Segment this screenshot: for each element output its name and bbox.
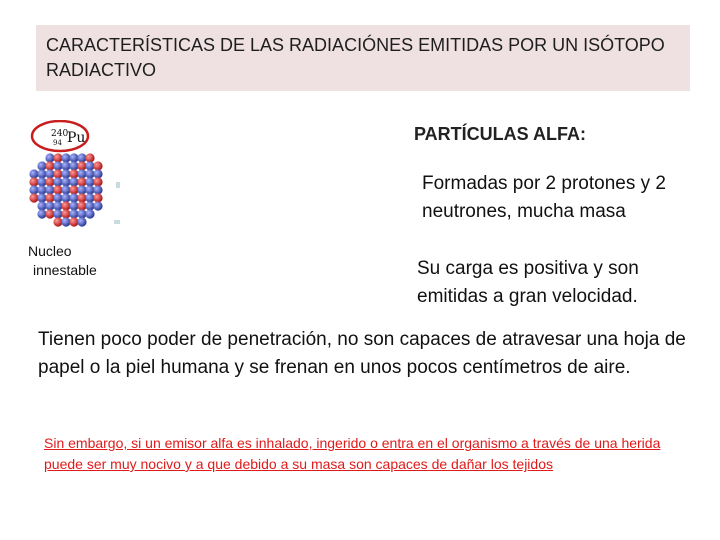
nucleon [69,193,78,202]
nucleon [69,177,78,186]
nucleon [53,209,62,218]
nucleon [85,169,94,178]
nucleon [69,161,78,170]
nucleon [93,169,102,178]
nucleon-cluster [29,153,102,226]
nucleon [93,185,102,194]
nucleon [61,153,70,162]
nucleon [77,193,86,202]
nucleon [45,169,54,178]
nucleon [61,217,70,226]
nucleon [53,185,62,194]
nucleon [53,217,62,226]
nucleon [77,177,86,186]
nucleon [85,193,94,202]
particle-trail [116,182,120,188]
nucleon [61,193,70,202]
particle-trail-2 [114,220,120,224]
composition-text: Formadas por 2 protones y 2 neutrones, mucha masa [422,173,666,222]
nucleon [45,161,54,170]
atomic-number: 94 [53,139,62,147]
nucleon [61,185,70,194]
nucleon [69,185,78,194]
nucleon [93,201,102,210]
nucleon [45,153,54,162]
nucleon [29,169,38,178]
title-banner [36,25,690,91]
nucleon [69,169,78,178]
warning-text: Sin embargo, si un emisor alfa es inhalado, ingerido o entra en el organismo a través de una herida puede ser muy nocivo y a que debido a su masa son capaces de dañar los tejidos [44,435,661,472]
nucleon [77,185,86,194]
nucleon [93,177,102,186]
nucleon [61,161,70,170]
nucleon [29,177,38,186]
nucleon [85,209,94,218]
nucleon [53,169,62,178]
section-heading: PARTÍCULAS ALFA: [414,124,586,144]
nucleon [69,209,78,218]
nucleon [37,161,46,170]
nucleon [45,193,54,202]
nucleon [85,201,94,210]
mass-number: 240 [51,129,69,139]
nucleon [85,177,94,186]
nucleon [37,177,46,186]
penetration-text: Tienen poco poder de penetración, no son capaces de atravesar una hoja de papel o la piel humana y se frenan en unos pocos centímetros de aire. [38,329,686,378]
nucleon [53,201,62,210]
nucleon [45,185,54,194]
nucleon [85,161,94,170]
nucleon [37,193,46,202]
nucleon [45,177,54,186]
nucleus-illustration [28,120,128,238]
nucleon [93,161,102,170]
nucleon [29,185,38,194]
nucleon [45,201,54,210]
nucleon [77,169,86,178]
nucleon [69,153,78,162]
nucleon [77,153,86,162]
nucleon [69,201,78,210]
nucleon [37,185,46,194]
nucleon [77,201,86,210]
nucleon [77,209,86,218]
nucleon [37,201,46,210]
nucleon [53,193,62,202]
nucleus-caption-line2: innestable [33,262,97,278]
charge-text: Su carga es positiva y son emitidas a gran velocidad. [417,258,639,307]
nucleon [61,209,70,218]
element-symbol: Pu [67,130,86,146]
nucleon [69,217,78,226]
nucleon [37,169,46,178]
nucleon [61,169,70,178]
page-title: CARACTERÍSTICAS DE LAS RADIACIÓNES EMITIDAS POR UN ISÓTOPO RADIACTIVO [46,35,665,80]
nucleon [45,209,54,218]
nucleus-caption-line1: Nucleo [28,243,72,259]
nucleon [85,153,94,162]
nucleon [37,209,46,218]
nucleon [61,201,70,210]
nucleon [77,161,86,170]
nucleon [77,217,86,226]
nucleon [61,177,70,186]
nucleon [53,153,62,162]
nucleon [53,161,62,170]
nucleus-caption [28,242,128,280]
nucleon [53,177,62,186]
nucleon [93,193,102,202]
nucleon [29,193,38,202]
nucleon [85,185,94,194]
